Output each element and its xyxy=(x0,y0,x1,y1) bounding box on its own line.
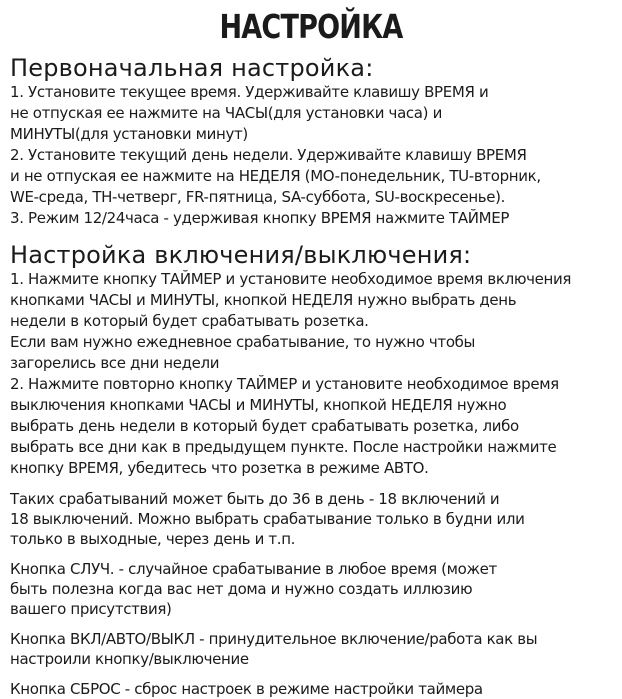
text-line: Кнопка СБРОС - сброс настроек в режиме настройки таймера xyxy=(10,680,483,698)
text-line: выключения кнопками ЧАСЫ и МИНУТЫ, кнопкой НЕДЕЛЯ нужно xyxy=(10,396,507,414)
reset-button-paragraph xyxy=(10,679,612,699)
text-line: кнопками ЧАСЫ и МИНУТЫ, кнопкой НЕДЕЛЯ нужно выбрать день xyxy=(10,291,517,309)
text-line: настроили кнопку/выключение xyxy=(10,650,249,668)
text-line: МИНУТЫ(для установки минут) xyxy=(10,125,248,143)
text-line: Кнопка СЛУЧ. - случайное срабатывание в любое время (может xyxy=(10,560,497,578)
text-line: только в выходные, через день и т.п. xyxy=(10,530,296,548)
initial-setup-heading: Первоначальная настройка: xyxy=(10,54,374,82)
text-line: и не отпуская ее нажмите на НЕДЕЛЯ (MO-понедельник, TU-вторник, xyxy=(10,167,541,185)
text-line: Если вам нужно ежедневное срабатывание, то нужно чтобы xyxy=(10,333,476,351)
text-line: быть полезна когда вас нет дома и нужно создать иллюзию xyxy=(10,580,473,598)
text-line: выбрать все дни как в предыдущем пункте. После настройки нажмите xyxy=(10,438,557,456)
text-line: 2. Установите текущий день недели. Удерживайте клавишу ВРЕМЯ xyxy=(10,146,527,164)
text-line: кнопку ВРЕМЯ, убедитесь что розетка в режиме АВТО. xyxy=(10,459,429,477)
text-line: недели в который будет срабатывать розетка. xyxy=(10,312,369,330)
limits-paragraph xyxy=(10,489,612,549)
text-line: вашего присутствия) xyxy=(10,600,172,618)
text-line: не отпуская ее нажмите на ЧАСЫ(для установки часа) и xyxy=(10,104,442,122)
text-line: 1. Установите текущее время. Удерживайте клавишу ВРЕМЯ и xyxy=(10,83,489,101)
text-line: 18 выключений. Можно выбрать срабатывание только в будни или xyxy=(10,510,525,528)
page-title: НАСТРОЙКА xyxy=(219,7,403,46)
text-line: 3. Режим 12/24часа - удерживая кнопку ВРЕМЯ нажмите ТАЙМЕР xyxy=(10,209,510,227)
text-line: Таких срабатываний может быть до 36 в день - 18 включений и xyxy=(10,490,500,508)
text-line: WE-среда, TH-четверг, FR-пятница, SA-суббота, SU-воскресенье). xyxy=(10,188,506,206)
text-line: выбрать день недели в который будет срабатывать розетка, либо xyxy=(10,417,519,435)
text-line: Кнопка ВКЛ/АВТО/ВЫКЛ - принудительное включение/работа как вы xyxy=(10,630,538,648)
random-button-paragraph xyxy=(10,559,612,619)
text-line: 1. Нажмите кнопку ТАЙМЕР и установите необходимое время включения xyxy=(10,270,572,288)
text-line: загорелись все дни недели xyxy=(10,354,220,372)
on-off-setup-heading: Настройка включения/выключения: xyxy=(10,241,472,269)
text-line: 2. Нажмите повторно кнопку ТАЙМЕР и установите необходимое время xyxy=(10,375,559,393)
on-off-setup-section xyxy=(10,241,612,479)
initial-setup-section xyxy=(10,54,612,229)
manual-button-paragraph xyxy=(10,629,612,669)
